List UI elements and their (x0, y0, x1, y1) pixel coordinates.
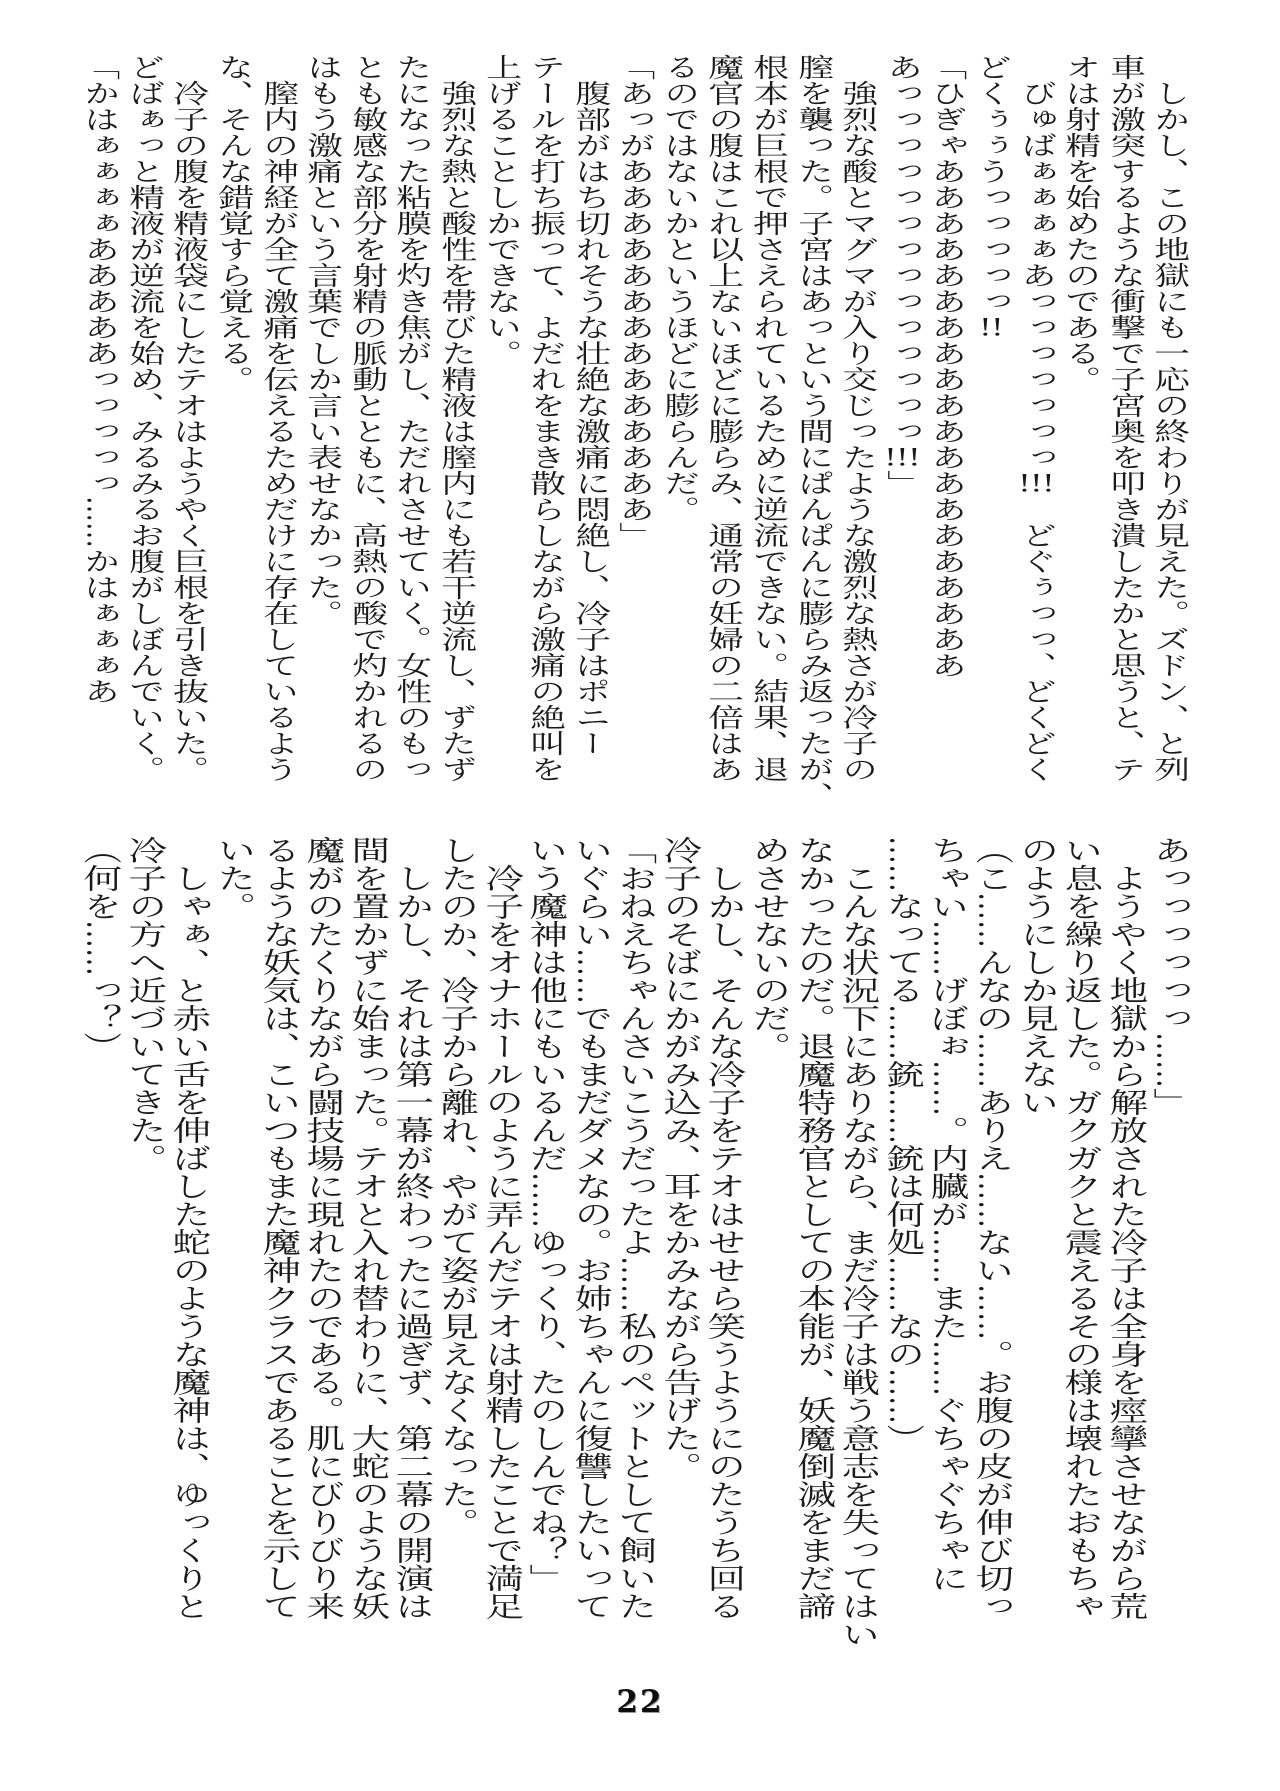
text-column: 冷子をオナホールのように弄んだテオは射精したことで満足 (479, 836, 523, 1620)
text-column: しかし、それは第一幕が終わったに過ぎず、第二幕の開演は (390, 836, 434, 1620)
text-column: テールを打ち振って、よだれをまき散らしながら激痛の絶叫を (525, 54, 566, 782)
text-column: い息を繰り返した。ガクガクと震えるその様は壊れたおもちゃ (1059, 836, 1103, 1620)
text-column: 冷子の方へ近づいてきた。 (122, 836, 166, 1172)
exclamation-run: !! (979, 314, 1004, 340)
text-column: な、そんな錯覚すら覚える。 (213, 54, 254, 392)
text-column: るような妖気は、こいつもまた魔神クラスであることを示して (256, 836, 300, 1620)
text-column: 「おねえちゃんさいこうだったよ……私のペットとして飼いた (613, 836, 657, 1620)
text-column: 上げることしかできない。 (480, 54, 521, 366)
text-column: のようにしか見えない (1014, 836, 1058, 1116)
text-column: ちゃい……げぼぉ……。内臓が……また……ぐちゃぐちゃに (925, 836, 969, 1592)
text-column: はもう激痛という言葉でしか言い表せなかった。 (302, 54, 343, 626)
text-column: いぐらい……でもまだダメなの。お姉ちゃんに復讐したいって (568, 836, 612, 1620)
text-column: （何を……っ？） (78, 836, 121, 1060)
text-column: たになった粘膜を灼き焦がし、ただれさせていく。女性のもっ (391, 54, 432, 782)
text-column: しかし、この地獄にも一応の終わりが見えた。ズドン、と列 (1149, 54, 1190, 782)
text-column: どばぁっと精液が逆流を始め、みるみるお腹がしぼんでいく。 (124, 54, 165, 782)
text-column: 「かはぁぁぁぁあああああっっっっっ……かはぁぁぁあ (79, 54, 120, 704)
text-column: めさせないのだ。 (747, 836, 790, 1060)
text-block-top (75, 54, 1191, 812)
text-column: びゅばぁぁぁぁあっっっっっっっ!!! どぐぅっっ、どくどく (1016, 54, 1057, 782)
text-column: 強烈な熱と酸性を帯びた精液は膣内にも若干逆流し、ずたず (436, 54, 477, 782)
text-column: ようやく地獄から解放された冷子は全身を痙攣させながら荒 (1103, 836, 1147, 1620)
text-column: 車が激突するような衝撃で子宮奥を叩き潰したかと思うと、テ (1105, 54, 1146, 782)
exclamation-run: !!! (1018, 470, 1054, 496)
text-column: 魔がのたくりながら闘技場に現れたのである。肌にびりびり来 (301, 836, 344, 1620)
text-column: 膣内の神経が全て激痛を伝えるためだけに存在しているよう (257, 54, 298, 782)
text-column: あっっっっっっ……」 (1148, 836, 1192, 1116)
text-column: こんな状況下にありながら、まだ冷子は戦う意志を失ってはい (836, 836, 880, 1648)
text-column: オは射精を始めたのである。 (1060, 54, 1101, 392)
text-column: ……なってる……銃……銃は何処……なの……） (880, 836, 924, 1452)
text-column: 「あっがああああああああああああああ」 (614, 54, 655, 548)
text-column: （こ……んなの……ありえ……ない……。お腹の皮が伸び切っ (970, 836, 1013, 1620)
text-column: いう魔神は他にもいるんだ……ゆっくり、たのしんでね？」 (524, 836, 567, 1592)
text-column: 膣を襲った。子宮はあっという間にぱんぱんに膨らみ返ったが、 (793, 54, 834, 808)
text-block-bottom (75, 836, 1192, 1648)
text-column: 根本が巨根で押さえられているために逆流できない。結果、退 (748, 54, 789, 782)
text-column: あっっっっっっっっっっっっっっ!!!」 (882, 54, 923, 496)
text-column: 間を置かずに始まった。テオと入れ替わりに、大蛇のような妖 (345, 836, 389, 1620)
text-column: なかったのだ。退魔特務官としての本能が、妖魔倒滅をまだ諦 (791, 836, 835, 1620)
text-column: したのか、冷子から離れ、やがて姿が見えなくなった。 (434, 836, 478, 1536)
text-column: とも敏感な部分を射精の脈動とともに、高熱の酸で灼かれるの (347, 54, 388, 782)
text-column: 冷子の腹を精液袋にしたテオはようやく巨根を引き抜いた。 (168, 54, 209, 782)
text-column: どくぅぅうっっっっっ!! (971, 54, 1012, 340)
text-column: 腹部がはち切れそうな壮絶な激痛に悶絶し、冷子はポニー (570, 54, 611, 756)
text-column: いた。 (211, 836, 255, 920)
text-column: しゃぁ、と赤い舌を伸ばした蛇のような魔神は、ゆっくりと (167, 836, 211, 1620)
text-column: るのではないかというほどに膨らんだ。 (659, 54, 700, 522)
text-column: 冷子のそばにかがみ込み、耳をかみながら告げた。 (657, 836, 701, 1480)
text-column: しかし、そんな冷子をテオはせせら笑うようにのたうち回る (702, 836, 746, 1620)
text-column: 強烈な酸とマグマが入り交じったような激烈な熱さが冷子の (837, 54, 878, 782)
text-column: 魔官の腹はこれ以上ないほどに膨らみ、通常の妊婦の二倍はあ (703, 54, 744, 782)
exclamation-run: !!! (884, 444, 921, 470)
page-number: 22 (616, 1684, 664, 1720)
text-column: 「ひぎゃああああああああああああああああああああ (926, 54, 967, 678)
